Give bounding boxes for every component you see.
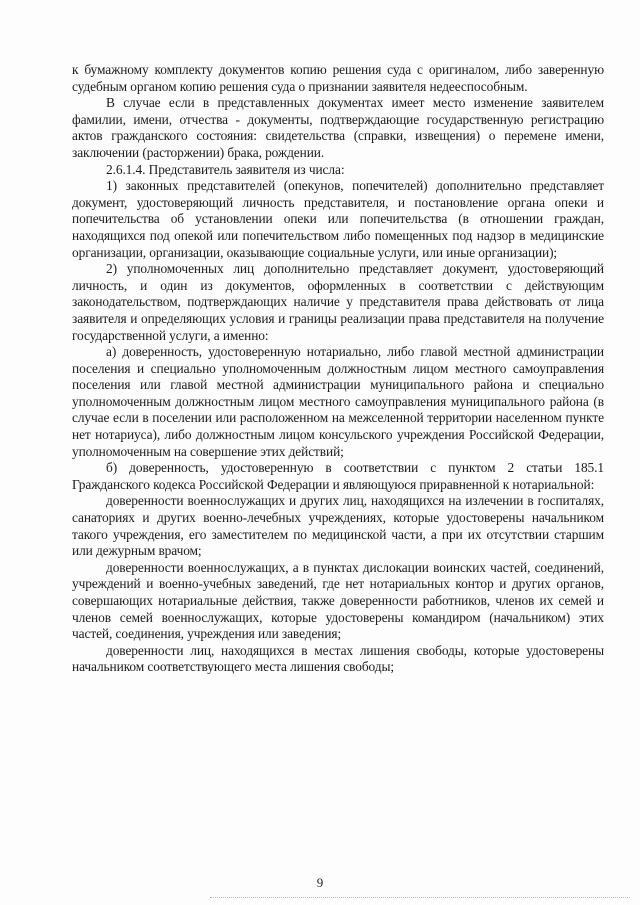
paragraph-2: В случае если в представленных документах имеет место изменение заявителем фамилии, имени, отчества - документы, подтверждающие государственную регистрацию актов гражданского состояния: свидетельства (справки, извещения) о перемене имени, заключении (расторжении) брака, рождении. — [72, 95, 604, 160]
scan-edge-divider — [210, 897, 630, 898]
page-number: 9 — [316, 875, 324, 890]
paragraph-5: 2) уполномоченных лиц дополнительно представляет документ, удостоверяющий личность, и один из документов, оформленных в соответствии с действующим законодательством, подтверждающих наличие у представителя права действовать от лица заявителя и определяющих условия и границы реализации права представителя на получение государственной услуги, а именно: — [72, 261, 604, 343]
document-body — [72, 62, 604, 676]
paragraph-10: доверенности лиц, находящихся в местах лишения свободы, которые удостоверены начальником соответствующего места лишения свободы; — [72, 642, 604, 675]
paragraph-4: 1) законных представителей (опекунов, попечителей) дополнительно представляет документ, удостоверяющий личность представителя, и постановление органа опеки и попечительства об установлении опеки или попечительства (в отношении граждан, находящихся под опекой или попечительством либо помещенных под надзор в медицинские организации, организации, оказывающие социальные услуги, или иные организации); — [72, 178, 604, 260]
paragraph-7: б) доверенность, удостоверенную в соответствии с пунктом 2 статьи 185.1 Гражданского кодекса Российской Федерации и являющуюся приравненной к нотариальной: — [72, 460, 604, 492]
paragraph-6: а) доверенность, удостоверенную нотариально, либо главой местной администрации поселения и специально уполномоченным должностным лицом местного самоуправления поселения или главой местной администрации муниципального района и специально уполномоченным должностным лицом местного самоуправления муниципального района (в случае если в поселении или расположенном на межселенной территории населенном пункте нет нотариуса), либо должностным лицом консульского учреждения Российской Федерации, уполномоченным на совершение этих действий; — [72, 344, 604, 459]
paragraph-9: доверенности военнослужащих, а в пунктах дислокации воинских частей, соединений, учреждений и военно-учебных заведений, где нет нотариальных контор и других органов, совершающих нотариальные действия, также доверенности работников, членов их семей и членов семей военнослужащих, которые удостоверены командиром (начальником) этих частей, соединения, учреждения или заведения; — [72, 559, 604, 642]
paragraph-3: 2.6.1.4. Представитель заявителя из числа: — [106, 161, 345, 177]
paragraph-8: доверенности военнослужащих и других лиц, находящихся на излечении в госпиталях, санаториях и других военно-лечебных учреждениях, которые удостоверены начальником такого учреждения, его заместителем по медицинской части, а при их отсутствии старшим или дежурным врачом; — [72, 493, 604, 559]
paragraph-1: к бумажному комплекту документов копию решения суда с оригиналом, либо заверенную судебным органом копию решения суда о признании заявителя недееспособным. — [72, 62, 604, 94]
